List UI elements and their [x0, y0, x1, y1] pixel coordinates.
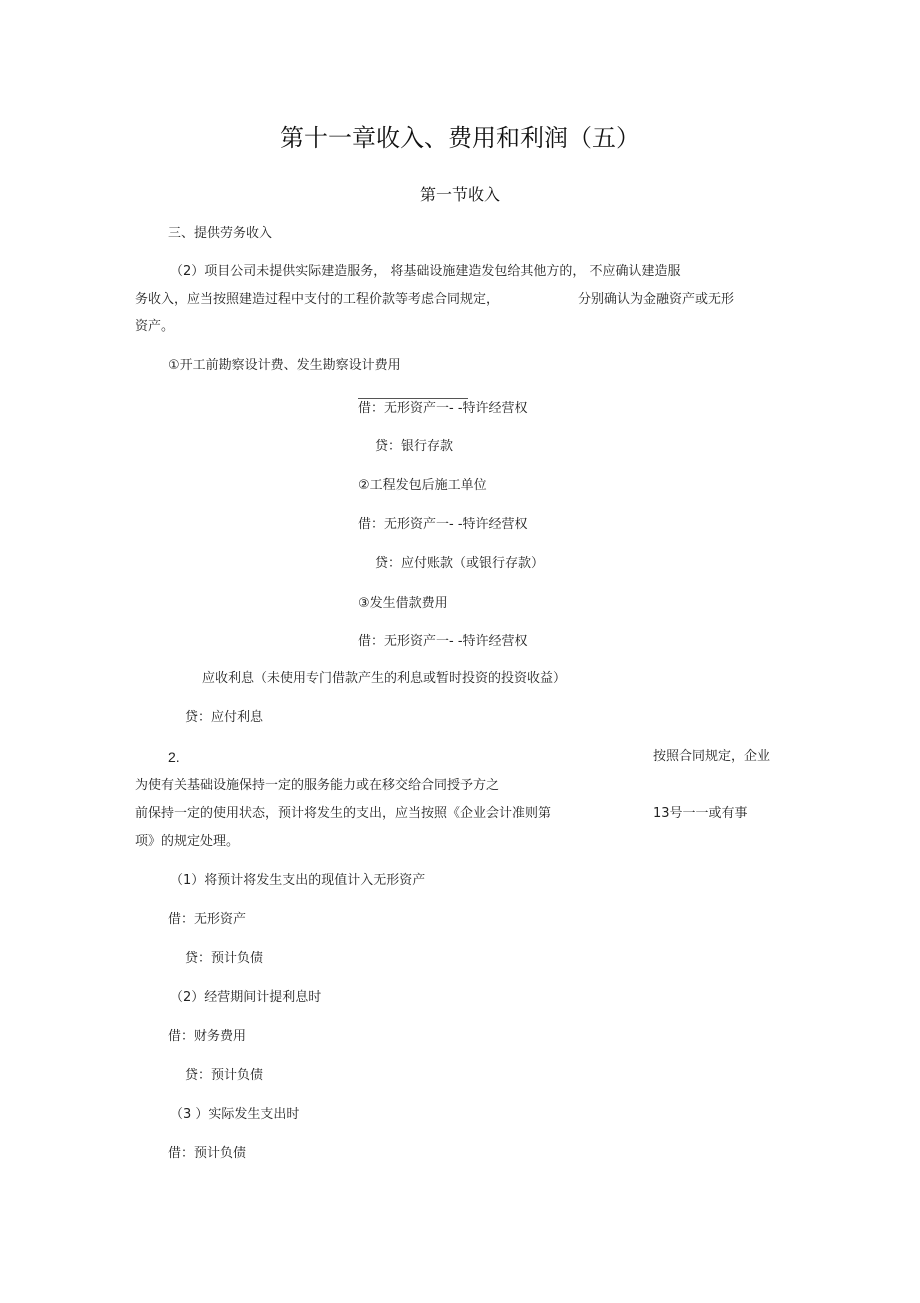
paragraph-line: 13号一一或有事	[653, 806, 748, 821]
list-item: ①开工前勘察设计费、发生勘察设计费用	[168, 358, 401, 373]
step-heading: （2）经营期间计提利息时	[170, 990, 322, 1005]
paragraph-line: 项》的规定处理。	[135, 834, 240, 849]
paragraph-line: 分别确认为金融资产或无形	[578, 292, 735, 307]
journal-credit: 贷：预计负债	[185, 1068, 264, 1083]
document-title: 第十一章收入、费用和利润（五）	[280, 124, 640, 152]
journal-debit: 借：无形资产	[168, 912, 247, 927]
journal-credit: 贷：银行存款	[375, 439, 454, 454]
paragraph-line: 务收入，应当按照建造过程中支付的工程价款等考虑合同规定，	[135, 292, 500, 307]
journal-debit: 借：无形资产一- -特许经营权	[358, 517, 528, 532]
journal-debit: 借：财务费用	[168, 1029, 247, 1044]
journal-debit-line: 应收利息（未使用专门借款产生的利息或暂时投资的投资收益）	[202, 671, 567, 686]
subsection-heading: 三、提供劳务收入	[168, 226, 273, 241]
paragraph-line: 前保持一定的使用状态，预计将发生的支出，应当按照《企业会计准则第	[135, 806, 552, 821]
list-item: ③发生借款费用	[358, 596, 448, 611]
journal-credit: 贷：应付利息	[185, 710, 264, 725]
divider	[358, 398, 468, 399]
journal-debit: 借：预计负债	[168, 1146, 247, 1161]
journal-debit: 借：无形资产一- -特许经营权	[358, 401, 528, 416]
section-number: 2.	[168, 749, 180, 765]
paragraph-line: 按照合同规定，企业	[653, 749, 771, 764]
journal-debit: 借：无形资产一- -特许经营权	[358, 634, 528, 649]
journal-credit: 贷：预计负债	[185, 951, 264, 966]
paragraph-line: 资产。	[135, 319, 175, 334]
paragraph-line: 为使有关基础设施保持一定的服务能力或在移交给合同授予方之	[135, 778, 500, 793]
journal-credit: 贷：应付账款（或银行存款）	[375, 556, 545, 571]
section-title: 第一节收入	[419, 185, 500, 204]
step-heading: （3 ）实际发生支出时	[170, 1107, 300, 1122]
step-heading: （1）将预计将发生支出的现值计入无形资产	[170, 873, 426, 888]
paragraph-line: （2）项目公司未提供实际建造服务， 将基础设施建造发包给其他方的， 不应确认建造服	[170, 264, 681, 279]
list-item: ②工程发包后施工单位	[358, 478, 487, 493]
